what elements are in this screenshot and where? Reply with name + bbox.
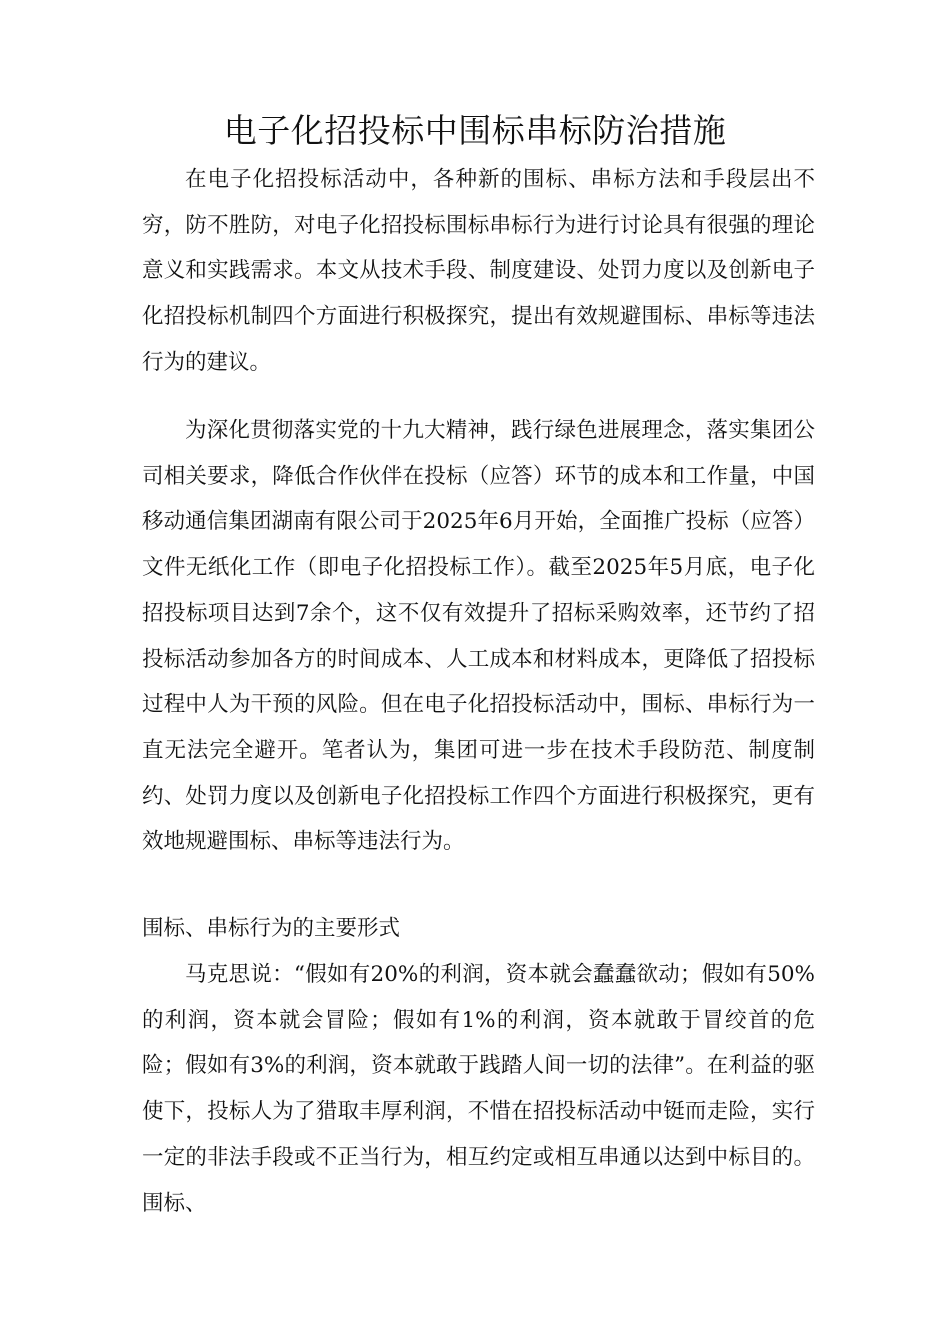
document-title: 电子化招投标中围标串标防治措施 (223, 111, 727, 150)
paragraph-intro: 在电子化招投标活动中，各种新的围标、串标方法和手段层出不穷，防不胜防，对电子化招投标围标串标行为进行讨论具有很强的理论意义和实践需求。本文从技术手段、制度建设、处罚力度以及创新电子化招投标机制四个方面进行积极探究，提出有效规避围标、串标等违法行为的建议。 (142, 167, 815, 375)
paragraph-section-body: 马克思说：“假如有20%的利润，资本就会蠢蠢欲动；假如有50%的利润，资本就会冒险；假如有1%的利润，资本就敢于冒绞首的危险；假如有3%的利润，资本就敢于践踏人间一切的法律”。在利益的驱使下，投标人为了猎取丰厚利润，不惜在招投标活动中铤而走险，实行一定的非法手段或不正当行为，相互约定或相互串通以达到中标目的。围标、 (142, 962, 815, 1216)
paragraph-background: 为深化贯彻落实党的十九大精神，践行绿色进展理念，落实集团公司相关要求，降低合作伙伴在投标（应答）环节的成本和工作量，中国移动通信集团湖南有限公司于2025年6月开始，全面推广投标（应答）文件无纸化工作（即电子化招投标工作）。截至2025年5月底，电子化招投标项目达到7余个，这不仅有效提升了招标采购效率，还节约了招投标活动参加各方的时间成本、人工成本和材料成本，更降低了招投标过程中人为干预的风险。但在电子化招投标活动中，围标、串标行为一直无法完全避开。笔者认为，集团可进一步在技术手段防范、制度制约、处罚力度以及创新电子化招投标工作四个方面进行积极探究，更有效地规避围标、串标等违法行为。 (142, 418, 815, 855)
section-heading: 围标、串标行为的主要形式 (142, 916, 401, 941)
